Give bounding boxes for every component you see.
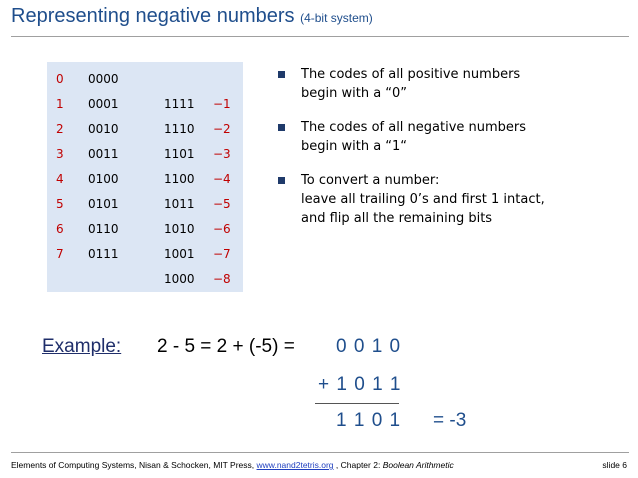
table-row [47, 268, 243, 292]
table-row [47, 218, 243, 242]
square-bullet-icon [278, 71, 285, 78]
bullet-line: The codes of all negative numbers [301, 120, 527, 135]
example-operand-1: 0 0 1 0 [336, 336, 402, 357]
decimal-value: 4 [56, 172, 64, 186]
footer-middle: , Chapter 2: [335, 460, 381, 470]
negative-code: 1000 [164, 272, 195, 286]
footer-chapter: Boolean Arithmetic [382, 460, 454, 470]
positive-code: 0111 [88, 247, 119, 261]
title-text: Representing negative numbers [11, 5, 295, 27]
bullet-line: and flip all the remaining bits [301, 211, 493, 226]
positive-code: 0100 [88, 172, 119, 186]
positive-code: 0011 [88, 147, 119, 161]
negative-code: 1010 [164, 222, 195, 236]
title-subtitle: (4-bit system) [300, 11, 373, 25]
negative-value: −7 [213, 247, 231, 261]
positive-code: 0101 [88, 197, 119, 211]
code-table [47, 62, 243, 292]
negative-value: −4 [213, 172, 231, 186]
positive-code: 0000 [88, 72, 119, 86]
decimal-value: 6 [56, 222, 64, 236]
negative-value: −8 [213, 272, 231, 286]
table-row [47, 68, 243, 92]
negative-value: −1 [213, 97, 231, 111]
positive-code: 0001 [88, 97, 119, 111]
negative-code: 1011 [164, 197, 195, 211]
bullet-item [275, 171, 625, 228]
decimal-value: 0 [56, 72, 64, 86]
bullet-item [275, 118, 625, 156]
negative-code: 1101 [164, 147, 195, 161]
positive-code: 0110 [88, 222, 119, 236]
example-equation: 2 - 5 = 2 + (-5) = [157, 336, 295, 357]
page-title [11, 5, 373, 28]
negative-value: −3 [213, 147, 231, 161]
negative-code: 1110 [164, 122, 195, 136]
table-row [47, 168, 243, 192]
negative-code: 1111 [164, 97, 195, 111]
bullet-line: To convert a number: [301, 173, 440, 188]
negative-value: −6 [213, 222, 231, 236]
table-row [47, 243, 243, 267]
bullet-line: The codes of all positive numbers [301, 67, 521, 82]
square-bullet-icon [278, 124, 285, 131]
example-result: = -3 [433, 410, 467, 431]
table-row [47, 118, 243, 142]
example-sum: 1 1 0 1 [336, 410, 402, 431]
table-row [47, 143, 243, 167]
sum-rule [315, 403, 399, 404]
example-label: Example: [42, 336, 122, 357]
decimal-value: 3 [56, 147, 64, 161]
footer [11, 460, 454, 470]
square-bullet-icon [278, 177, 285, 184]
table-row [47, 193, 243, 217]
example-operand-2: + 1 0 1 1 [318, 374, 402, 395]
decimal-value: 1 [56, 97, 64, 111]
bullet-line: leave all trailing 0’s and first 1 intact, [301, 192, 545, 207]
bullet-line: begin with a “1“ [301, 139, 408, 154]
title-divider [11, 36, 629, 37]
footer-prefix: Elements of Computing Systems, Nisan & Schocken, MIT Press, [11, 460, 255, 470]
bullet-line: begin with a “0” [301, 86, 408, 101]
decimal-value: 5 [56, 197, 64, 211]
positive-code: 0010 [88, 122, 119, 136]
footer-link[interactable]: www.nand2tetris.org [256, 460, 334, 470]
negative-code: 1001 [164, 247, 195, 261]
slide-number: slide 6 [602, 460, 627, 470]
decimal-value: 7 [56, 247, 64, 261]
negative-code: 1100 [164, 172, 195, 186]
negative-value: −2 [213, 122, 231, 136]
decimal-value: 2 [56, 122, 64, 136]
bullet-list [275, 65, 625, 243]
bullet-item [275, 65, 625, 103]
footer-divider [11, 452, 629, 453]
table-row [47, 93, 243, 117]
negative-value: −5 [213, 197, 231, 211]
